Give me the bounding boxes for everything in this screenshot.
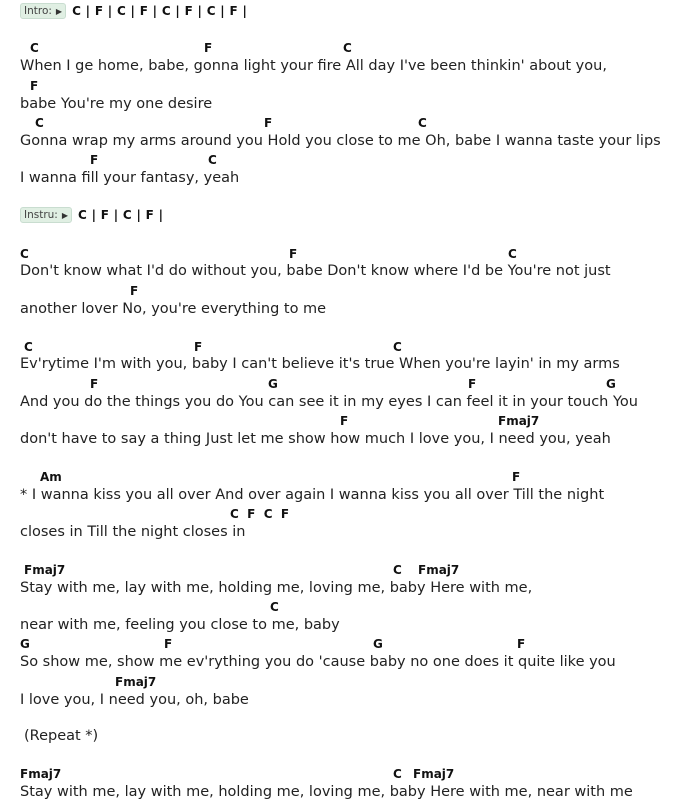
lyric-line: Don't know what I'd do without you, babe Don't know where I'd be You're not just (20, 263, 611, 279)
lyric-line: Ev'rytime I'm with you, baby I can't believe it's true When you're layin' in my arms (20, 356, 620, 372)
instru-label: Instru: (24, 209, 58, 221)
instru-chords: C | F | C | F | (78, 208, 164, 222)
chord: Fmaj7 (115, 675, 157, 689)
chord: Fmaj7 (413, 767, 455, 781)
chord: Fmaj7 (418, 563, 460, 577)
chord: G (373, 637, 383, 651)
play-triangle-icon: ▶ (55, 6, 63, 16)
chord: F (204, 41, 213, 55)
chord: C (508, 247, 517, 261)
chord: F (264, 116, 273, 130)
chord-group: C F C F (230, 507, 290, 521)
chord: C (35, 116, 44, 130)
chord: F (130, 284, 139, 298)
lyric-line: closes in Till the night closes in (20, 524, 246, 540)
lyric-line: near with me, feeling you close to me, baby (20, 617, 340, 633)
chord: Fmaj7 (24, 563, 66, 577)
chord: C (270, 600, 279, 614)
chord: C (30, 41, 39, 55)
chord: G (20, 637, 30, 651)
play-triangle-icon: ▶ (61, 210, 69, 220)
instru-line (20, 207, 163, 223)
chord: G (268, 377, 278, 391)
chord: Fmaj7 (20, 767, 62, 781)
intro-chords: C | F | C | F | C | F | C | F | (72, 4, 248, 18)
chord: C (418, 116, 427, 130)
instru-tag[interactable] (20, 207, 72, 223)
chord: C (393, 767, 402, 781)
lyric-line: I love you, I need you, oh, babe (20, 692, 249, 708)
chord: C (24, 340, 33, 354)
intro-line (20, 3, 247, 19)
chord: F (340, 414, 349, 428)
chord: C (393, 563, 402, 577)
chord: F (90, 153, 99, 167)
chord: Am (40, 470, 62, 484)
intro-tag[interactable] (20, 3, 66, 19)
chord: C (343, 41, 352, 55)
lyric-line: When I ge home, babe, gonna light your fire All day I've been thinkin' about you, (20, 58, 607, 74)
chord: Fmaj7 (498, 414, 540, 428)
chord: F (289, 247, 298, 261)
chord: F (194, 340, 203, 354)
lyric-line: Gonna wrap my arms around you Hold you close to me Oh, babe I wanna taste your lips (20, 133, 661, 149)
lyric-line: Stay with me, lay with me, holding me, loving me, baby Here with me, near with me (20, 784, 633, 800)
lyric-line: I wanna fill your fantasy, yeah (20, 170, 240, 186)
lyric-line: So show me, show me ev'rything you do 'cause baby no one does it quite like you (20, 654, 616, 670)
chord: F (512, 470, 521, 484)
lyric-line: another lover No, you're everything to me (20, 301, 327, 317)
chord: F (90, 377, 99, 391)
intro-label: Intro: (24, 5, 52, 17)
chord: G (606, 377, 616, 391)
chord: C (393, 340, 402, 354)
lyric-line: And you do the things you do You can see it in my eyes I can feel it in your touch You (20, 394, 638, 410)
repeat-marker: (Repeat *) (24, 728, 99, 744)
lyric-line: don't have to say a thing Just let me show how much I love you, I need you, yeah (20, 431, 611, 447)
chord: C (208, 153, 217, 167)
lyric-line: Stay with me, lay with me, holding me, loving me, baby Here with me, (20, 580, 533, 596)
lyric-line: babe You're my one desire (20, 96, 213, 112)
chord: F (30, 79, 39, 93)
lyric-line: * I wanna kiss you all over And over again I wanna kiss you all over Till the night (20, 487, 605, 503)
chord: F (468, 377, 477, 391)
chord: F (517, 637, 526, 651)
chord: F (164, 637, 173, 651)
chord: C (20, 247, 29, 261)
